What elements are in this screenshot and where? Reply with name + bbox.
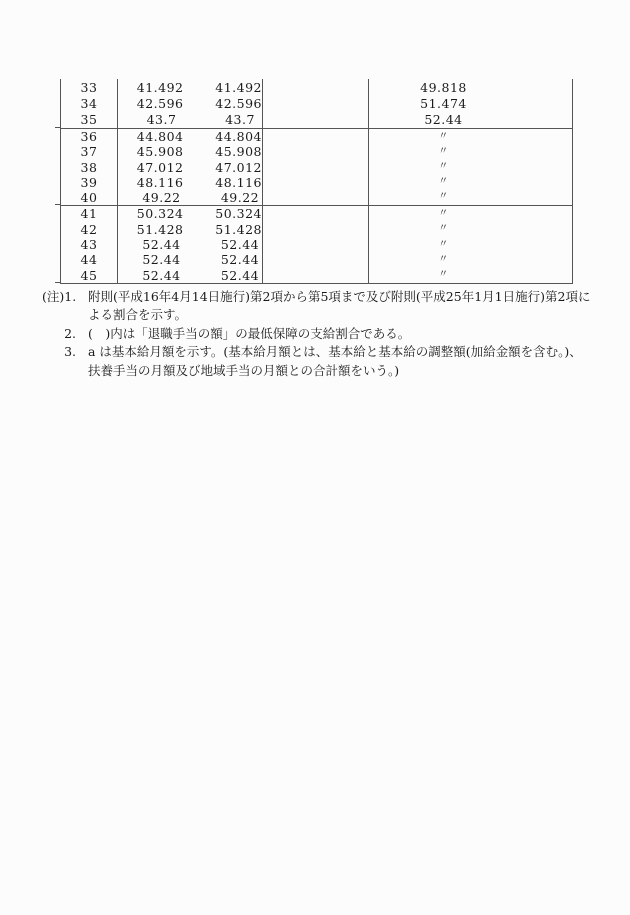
ditto-mark: 〃 <box>438 223 449 235</box>
rate-pair-cell <box>118 268 263 283</box>
ditto-mark: 〃 <box>438 269 449 281</box>
rate-d-cell <box>369 129 572 144</box>
table-row <box>61 237 572 252</box>
rate-pair-cell <box>118 252 263 267</box>
rate-pair-cell <box>118 206 263 221</box>
rate-a-value: 49.22 <box>142 189 181 205</box>
empty-cell <box>263 268 369 283</box>
empty-cell <box>263 144 369 159</box>
service-years-cell: 36 <box>61 129 118 144</box>
ditto-mark: 〃 <box>438 238 449 250</box>
rate-b-value: 48.116 <box>215 174 262 190</box>
ditto-mark: 〃 <box>438 176 449 188</box>
rate-pair-cell <box>118 221 263 236</box>
rate-a-value: 45.908 <box>136 144 184 160</box>
rate-b-value: 50.324 <box>215 206 262 222</box>
rate-d-cell <box>369 190 572 205</box>
rate-a-value: 48.116 <box>136 174 184 190</box>
rate-d-cell <box>369 252 572 267</box>
service-years-cell: 45 <box>61 268 118 283</box>
empty-cell <box>263 237 369 252</box>
note-item <box>42 288 591 325</box>
empty-cell <box>263 206 369 221</box>
empty-cell <box>263 252 369 267</box>
rate-a-value: 42.596 <box>136 95 184 111</box>
rate-b-value: 51.428 <box>215 221 262 237</box>
rate-pair-cell <box>118 190 263 205</box>
ditto-mark: 〃 <box>438 161 449 172</box>
rate-pair-cell <box>118 129 263 144</box>
rate-b-value: 43.7 <box>225 112 255 128</box>
rate-table <box>60 79 573 284</box>
rate-pair-cell <box>118 79 263 95</box>
table-row <box>61 175 572 190</box>
rate-a-value: 43.7 <box>146 112 177 128</box>
rate-b-value: 52.44 <box>220 267 260 283</box>
rate-b-value: 42.596 <box>215 95 262 111</box>
rate-d-value: 52.44 <box>424 112 463 128</box>
table-row <box>61 144 572 159</box>
rate-d-cell <box>369 79 572 95</box>
service-years-cell: 35 <box>61 112 118 128</box>
rate-d-cell <box>369 144 572 159</box>
rate-d-value: 49.818 <box>420 79 467 95</box>
note-text <box>88 325 587 343</box>
rate-b-value: 41.492 <box>215 79 262 95</box>
service-years-cell: 38 <box>61 159 118 174</box>
rate-d-cell <box>369 206 572 221</box>
rate-d-cell <box>369 237 572 252</box>
service-years-cell: 41 <box>61 206 118 221</box>
service-years-cell: 37 <box>61 144 118 159</box>
rate-d-cell <box>369 175 572 190</box>
rate-pair-cell <box>118 159 263 174</box>
empty-cell <box>263 159 369 174</box>
note-text <box>88 288 590 325</box>
ditto-mark: 〃 <box>438 130 449 142</box>
rate-b-value: 45.908 <box>215 144 262 160</box>
ditto-mark: 〃 <box>438 191 449 203</box>
empty-cell <box>263 221 369 236</box>
table-row <box>61 190 572 205</box>
service-years-cell: 33 <box>61 79 118 95</box>
rate-a-value: 52.44 <box>142 267 181 283</box>
rate-d-value: 51.474 <box>420 95 467 111</box>
rate-d-cell <box>369 221 572 236</box>
rate-pair-cell <box>118 144 263 159</box>
rate-b-value: 44.804 <box>215 129 262 145</box>
table-row <box>61 159 572 174</box>
table-row-group <box>60 79 573 129</box>
notes-section <box>42 288 591 380</box>
ditto-mark: 〃 <box>438 145 449 157</box>
rate-b-value: 47.012 <box>215 159 262 175</box>
note-text <box>88 343 587 380</box>
rate-pair-cell <box>118 95 263 111</box>
rate-pair-cell <box>118 112 263 128</box>
rate-a-value: 44.804 <box>136 129 184 145</box>
rate-pair-cell <box>118 237 263 252</box>
ditto-mark: 〃 <box>438 253 449 265</box>
empty-cell <box>263 112 369 128</box>
empty-cell <box>263 175 369 190</box>
note-text-line: よる割合を示す。 <box>88 307 188 323</box>
service-years-cell: 39 <box>61 175 118 190</box>
note-text-line: a は基本給月額を示す。(基本給月額とは、基本給と基本給の調整額(加給金額を含む。)、 <box>88 344 582 360</box>
table-row <box>61 252 572 267</box>
rate-pair-cell <box>118 175 263 190</box>
service-years-cell: 42 <box>61 221 118 236</box>
rate-a-value: 41.492 <box>136 79 184 95</box>
table-row <box>61 268 572 283</box>
table-row <box>61 206 572 221</box>
table-row <box>61 79 572 95</box>
ditto-mark: 〃 <box>438 207 449 219</box>
note-number-label: 3. <box>64 344 76 360</box>
table-row <box>61 221 572 236</box>
empty-cell <box>263 79 369 95</box>
rate-a-value: 47.012 <box>136 159 184 175</box>
table-row <box>61 129 572 144</box>
rate-a-value: 52.44 <box>142 252 181 268</box>
service-years-cell: 44 <box>61 252 118 267</box>
note-item <box>42 325 587 343</box>
service-years-cell: 40 <box>61 190 118 205</box>
table-row <box>61 95 572 111</box>
service-years-cell: 43 <box>61 237 118 252</box>
rate-d-cell <box>369 112 572 128</box>
service-years-cell: 34 <box>61 95 118 111</box>
rate-a-value: 52.44 <box>142 237 181 253</box>
rate-a-value: 50.324 <box>136 206 184 222</box>
empty-cell <box>263 95 369 111</box>
note-number-label: (注)1. <box>42 289 77 304</box>
table-row <box>61 112 572 128</box>
rate-d-cell <box>369 268 572 283</box>
rate-a-value: 51.428 <box>136 221 184 237</box>
rate-b-value: 52.44 <box>220 237 260 253</box>
note-number-label: 2. <box>64 325 76 341</box>
rate-b-value: 52.44 <box>220 252 260 268</box>
note-text-line: ( )内は「退職手当の額」の最低保障の支給割合である。 <box>88 325 411 341</box>
empty-cell <box>263 129 369 144</box>
table-row-group <box>60 206 573 284</box>
table-row-group <box>60 129 573 206</box>
note-item <box>42 343 587 380</box>
empty-cell <box>263 190 369 205</box>
note-text-line: 扶養手当の月額及び地域手当の月額との合計額をいう。) <box>88 362 400 378</box>
rate-d-cell <box>369 159 572 174</box>
rate-b-value: 49.22 <box>220 189 260 205</box>
note-text-line: 附則(平成16年4月14日施行)第2項から第5項まで及び附則(平成25年1月1日施行)第2項に <box>88 289 591 304</box>
rate-d-cell <box>369 95 572 111</box>
